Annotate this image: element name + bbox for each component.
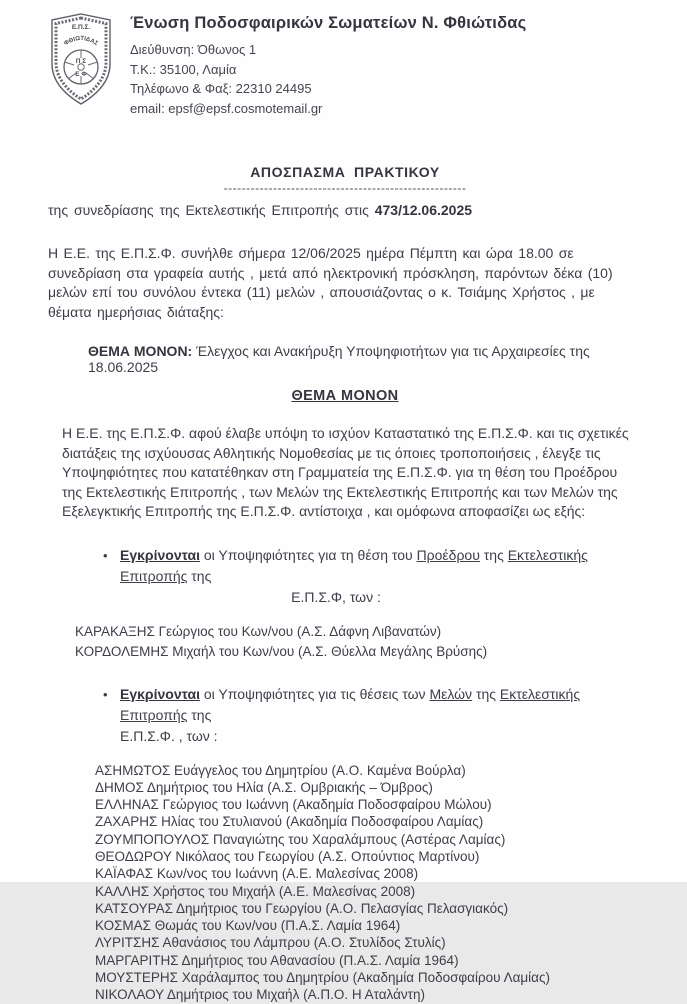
member-candidate-list: [48, 762, 642, 1004]
bullet-text: της: [187, 567, 212, 584]
candidate-row: ΘΕΟΔΩΡΟΥ Νικόλαος του Γεωργίου (Α.Σ. Οπούντιος Μαρτίνου): [95, 848, 480, 864]
candidate-row: ΖΑΧΑΡΗΣ Ηλίας του Στυλιανού (Ακαδημία Ποδοσφαίρου Λαμίας): [95, 814, 484, 830]
document-title: ΑΠΟΣΠΑΣΜΑ ΠΡΑΚΤΙΚΟΥ: [250, 164, 440, 180]
candidate-row: ΚΟΣΜΑΣ Θωμάς του Κων/νου (Π.Α.Σ. Λαμία 1964): [95, 918, 401, 934]
bullet-text: της: [187, 706, 212, 723]
bullet-text: οι Υποψηφιότητες για τη θέση του: [199, 546, 417, 563]
candidate-row: ΜΑΡΓΑΡΙΤΗΣ Δημήτριος του Αθανασίου (Π.Α.Σ. Λαμία 1964): [95, 952, 459, 968]
subject-line: [48, 343, 642, 375]
candidate-row: ΛΥΡΙΤΣΗΣ Αθανάσιος του Λάμπρου (Α.Ο. Στυλίδος Στυλίς): [95, 935, 446, 951]
org-email: email: epsf@epsf.cosmotemail.gr: [130, 100, 323, 116]
bullet-icon: •: [103, 547, 108, 563]
candidate-row: ΚΑΪΑΦΑΣ Κων/νος του Ιωάννη (Α.Ε. Μαλεσίνας 2008): [95, 866, 419, 882]
members-word: Μελών: [429, 685, 473, 702]
candidate-row: ΕΛΛΗΝΑΣ Γεώργιος του Ιωάννη (Ακαδημία Ποδοσφαίρου Μώλου): [95, 797, 492, 813]
candidate-row: ΝΙΚΟΛΑΟΥ Δημήτριος του Μιχαήλ (Α.Π.Ο. Η Αταλάντη): [95, 987, 425, 1003]
president-word: Προέδρου: [416, 546, 480, 563]
candidate-row: ΜΟΥΣΤΕΡΗΣ Χαράλαμπος του Δημητρίου (Ακαδημία Ποδοσφαίρου Λαμίας): [95, 970, 550, 986]
bullet-member-candidates: [48, 684, 642, 747]
crest-ball-letters-row1: Π Σ: [75, 58, 87, 65]
president-candidate-list: [48, 623, 642, 661]
session-prefix: της συνεδρίασης της Εκτελεστικής Επιτροπής στις: [48, 202, 375, 218]
org-details: [130, 14, 526, 118]
bullet-text: της: [479, 546, 508, 563]
section-heading: ΘΕΜΑ ΜΟΝΟΝ: [291, 388, 399, 404]
decision-paragraph: Η Ε.Ε. της Ε.Π.Σ.Φ. αφού έλαβε υπόψη το ισχύον Καταστατικό της Ε.Π.Σ.Φ. και τις σχετικές διατάξεις της ισχύουσας Αθλητικής Νομοθεσίας με τις όποιες τροποποιήσεις , έλεγξε τις Υποψηφιότητες που κατατέθηκαν στη Γραμματεία της Ε.Π.Σ.Φ. για τη θέση του Προέδρου της Εκτελεστικής Επιτροπής , των Μελών της Εκτελεστικής Επιτροπής και των Μελών της Εξελεγκτικής Επιτροπής της Ε.Π.Σ.Φ. αντίστοιχα , και ομόφωνα αποφασίζει ως εξής:: [62, 425, 629, 519]
candidate-row: ΖΟΥΜΠΟΠΟΥΛΟΣ Παναγιώτης του Χαραλάμπους (Αστέρας Λαμίας): [95, 831, 506, 847]
candidate-row: ΔΗΜΟΣ Δημήτριος του Ηλία (Α.Σ. Ομβριακής – Όμβρος): [95, 779, 433, 795]
approved-word: Εγκρίνονται: [120, 546, 200, 563]
dashed-divider: ------------------------------------------------------: [223, 181, 467, 195]
letterhead: [48, 10, 642, 118]
bullet-text: της: [472, 685, 500, 702]
bullet-members-line2: Ε.Π.Σ.Φ. , των :: [120, 727, 218, 744]
club-crest-logo: [48, 12, 114, 107]
bullet-president-line2: Ε.Π.Σ.Φ, των :: [291, 588, 381, 605]
session-number: 473/12.06.2025: [374, 202, 473, 218]
executive-word: Εκτελεστικής: [499, 685, 581, 702]
bullet-president-text: [120, 545, 642, 608]
subject-text: Έλεγχος και Ανακήρυξη Υποψηφιοτήτων για τις Αρχαιρεσίες της 18.06.2025: [88, 343, 590, 375]
bullet-icon: •: [103, 686, 108, 702]
candidate-row: ΚΑΡΑΚΑΞΗΣ Γεώργιος του Κων/νου (Α.Σ. Δάφνη Λιβανατών): [75, 623, 442, 639]
committee-word: Επιτροπής: [120, 706, 188, 723]
candidate-row: ΚΟΡΔΟΛΕΜΗΣ Μιχαήλ του Κων/νου (Α.Σ. Θύελλα Μεγάλης Βρύσης): [75, 643, 488, 659]
org-postal: Τ.Κ.: 35100, Λαμία: [130, 61, 237, 77]
bullet-president-candidates: [48, 545, 642, 608]
candidate-row: ΚΑΤΣΟΥΡΑΣ Δημήτριος του Γεωργίου (Α.Ο. Πελασγίας Πελασγιακός): [95, 900, 509, 916]
crest-ball-letters-row2: Ε Φ: [75, 71, 87, 78]
candidate-row: ΚΑΛΛΗΣ Χρήστος του Μιχαήλ (Α.Ε. Μαλεσίνας 2008): [95, 883, 416, 899]
bullet-members-text: [120, 684, 642, 747]
executive-committee-words: Εκτελεστικής Επιτροπής: [120, 546, 588, 584]
org-address: Διεύθυνση: Όθωνος 1: [130, 42, 257, 57]
document-body: [48, 164, 642, 1004]
org-name: Ένωση Ποδοσφαιρικών Σωματείων Ν. Φθιώτιδας: [130, 14, 527, 32]
crest-top-text: Ε.Π.Σ.: [71, 24, 91, 31]
bullet-text: οι Υποψηφιότητες για τις θέσεις των: [199, 685, 430, 702]
candidate-row: ΑΣΗΜΩΤΟΣ Ευάγγελος του Δημητρίου (Α.Ο. Καμένα Βούρλα): [95, 762, 466, 778]
org-phone: Τηλέφωνο & Φαξ: 22310 24495: [130, 81, 312, 96]
subject-label: ΘΕΜΑ ΜΟΝΟΝ:: [88, 343, 193, 359]
intro-paragraph: Η Ε.Ε. της Ε.Π.Σ.Φ. συνήλθε σήμερα 12/06/2025 ημέρα Πέμπτη και ώρα 18.00 σε συνεδρίαση στα γραφεία αυτής , μετά από ηλεκτρονική πρόσκληση, παρόντων δέκα (10) μελών επί του συνόλου έντεκα (11) μελών , απουσιάζοντας ο κ. Τσιάμης Χρήστος , με θέματα ημερήσιας διάταξης:: [48, 245, 613, 320]
approved-word: Εγκρίνονται: [120, 685, 200, 702]
session-line: [48, 202, 642, 218]
crest-curved-text: ΦΘΙΩΤΙΔΑΣ: [63, 35, 99, 48]
